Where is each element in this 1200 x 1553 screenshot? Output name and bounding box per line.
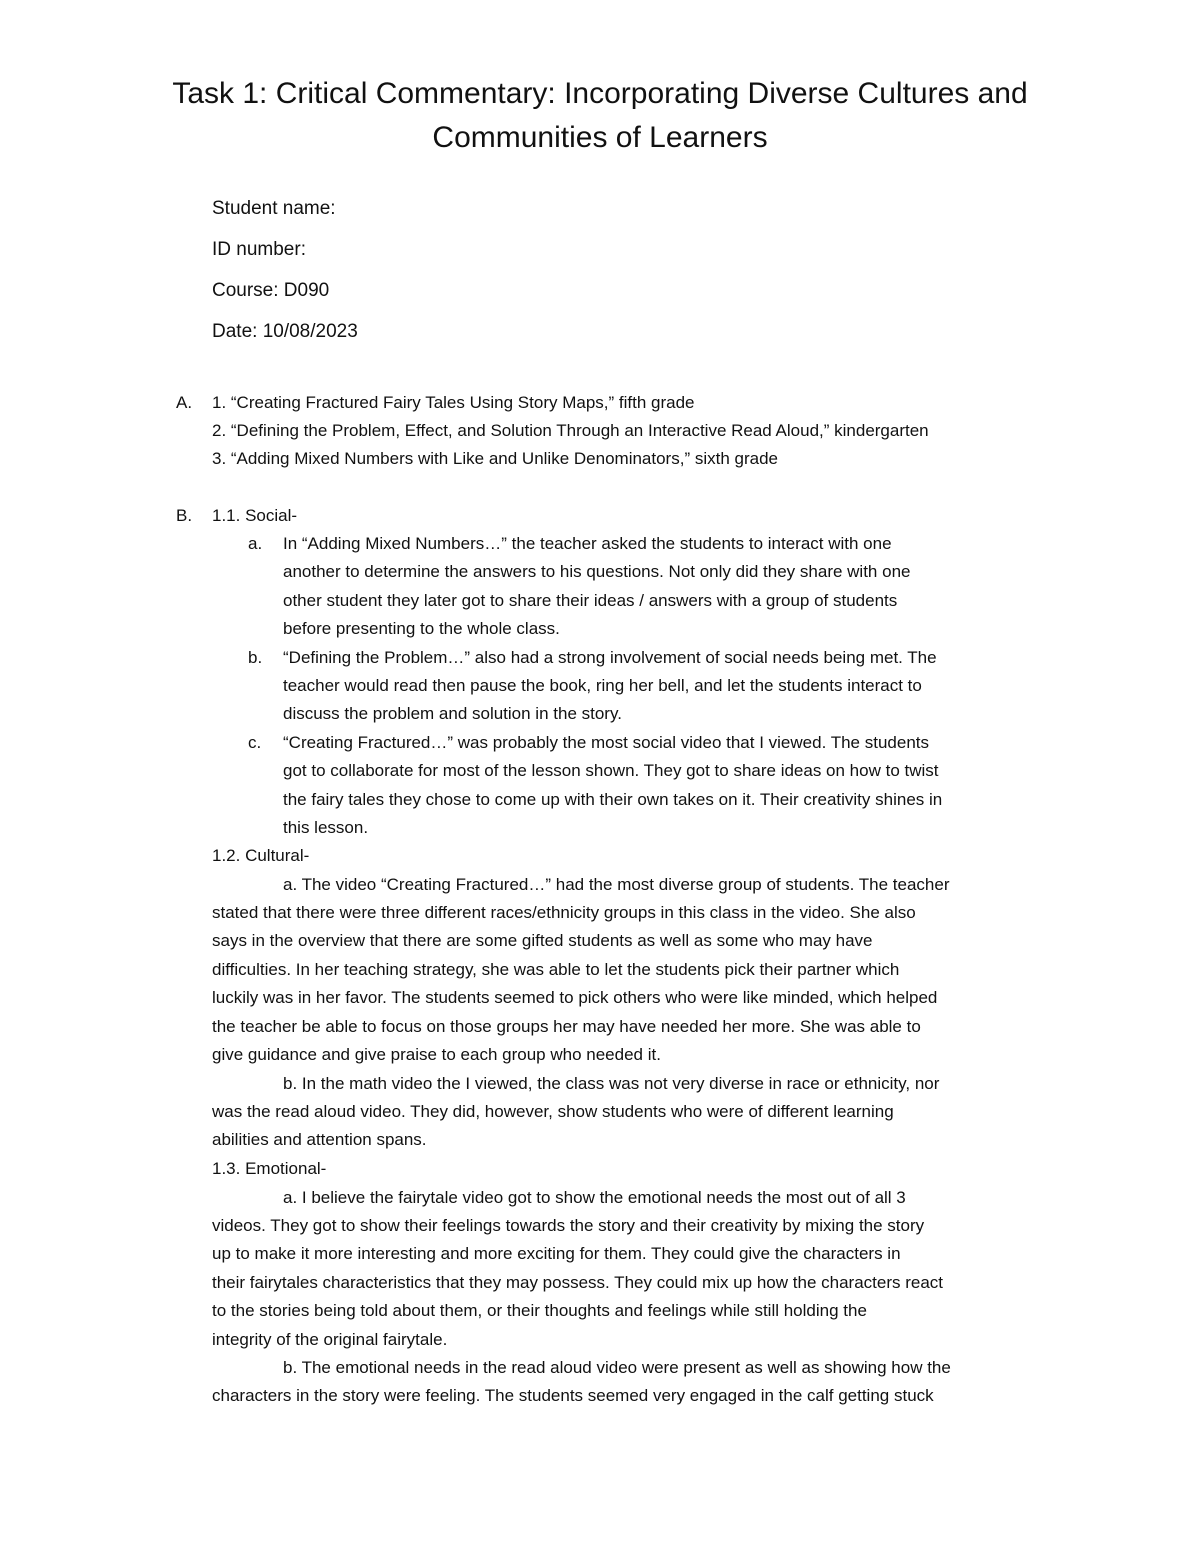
emotional-para-a-line: up to make it more interesting and more exciting for them. They could give the characters in <box>212 1244 901 1263</box>
social-item-c-marker: c. <box>248 733 262 752</box>
social-item-b-line: teacher would read then pause the book, ring her bell, and let the students interact to <box>283 676 922 695</box>
emotional-para-a-line: a. I believe the fairytale video got to show the emotional needs the most out of all 3 <box>283 1188 906 1207</box>
emotional-para-a-line: to the stories being told about them, or their thoughts and feelings while still holding the <box>212 1301 867 1320</box>
social-item-b-line: discuss the problem and solution in the story. <box>283 704 622 723</box>
document-title-line-1: Task 1: Critical Commentary: Incorporating Diverse Cultures and <box>172 77 1028 110</box>
course-label: Course: D090 <box>212 280 330 301</box>
social-item-a-line: In “Adding Mixed Numbers…” the teacher asked the students to interact with one <box>283 534 892 553</box>
cultural-para-b-line: abilities and attention spans. <box>212 1130 427 1149</box>
section-a-item: 3. “Adding Mixed Numbers with Like and Unlike Denominators,” sixth grade <box>212 449 778 468</box>
cultural-para-b-line: was the read aloud video. They did, however, show students who were of different learning <box>212 1102 894 1121</box>
section-a-item: 1. “Creating Fractured Fairy Tales Using Story Maps,” fifth grade <box>212 393 695 412</box>
emotional-para-a-line: their fairytales characteristics that they may possess. They could mix up how the characters react <box>212 1273 943 1292</box>
cultural-para-a-line: a. The video “Creating Fractured…” had the most diverse group of students. The teacher <box>283 875 950 894</box>
section-a-marker: A. <box>176 393 193 412</box>
social-item-a-line: other student they later got to share their ideas / answers with a group of students <box>283 591 898 610</box>
cultural-para-a-line: stated that there were three different races/ethnicity groups in this class in the video. She also <box>212 903 916 922</box>
student-name-label: Student name: <box>212 198 336 219</box>
cultural-para-a-line: difficulties. In her teaching strategy, she was able to let the students pick their partner which <box>212 960 900 979</box>
cultural-para-a-line: says in the overview that there are some gifted students as well as some who may have <box>212 931 873 950</box>
social-item-c-line: got to collaborate for most of the lesson shown. They got to share ideas on how to twist <box>283 761 939 780</box>
social-item-a-line: another to determine the answers to his questions. Not only did they share with one <box>283 562 911 581</box>
emotional-para-b-line: characters in the story were feeling. The students seemed very engaged in the calf getting stuck <box>212 1386 934 1405</box>
document-title-line-2: Communities of Learners <box>432 121 768 154</box>
emotional-para-a-line: integrity of the original fairytale. <box>212 1330 448 1349</box>
social-item-c-line: “Creating Fractured…” was probably the most social video that I viewed. The students <box>283 733 929 752</box>
emotional-para-a-line: videos. They got to show their feelings towards the story and their creativity by mixing the story <box>212 1216 925 1235</box>
cultural-para-a-line: the teacher be able to focus on those groups her may have needed her more. She was able to <box>212 1017 921 1036</box>
cultural-para-a-line: luckily was in her favor. The students seemed to pick others who were like minded, which helped <box>212 988 938 1007</box>
emotional-para-b-line: b. The emotional needs in the read aloud video were present as well as showing how the <box>283 1358 951 1377</box>
social-item-a-marker: a. <box>248 534 263 553</box>
id-number-label: ID number: <box>212 239 306 260</box>
cultural-para-a-line: give guidance and give praise to each group who needed it. <box>212 1045 661 1064</box>
social-item-c-line: this lesson. <box>283 818 369 837</box>
social-heading: 1.1. Social- <box>212 506 298 525</box>
cultural-para-b-line: b. In the math video the I viewed, the class was not very diverse in race or ethnicity, nor <box>283 1074 940 1093</box>
date-label: Date: 10/08/2023 <box>212 321 358 342</box>
section-a-item: 2. “Defining the Problem, Effect, and Solution Through an Interactive Read Aloud,” kindergarten <box>212 421 929 440</box>
social-item-c-line: the fairy tales they chose to come up with their own takes on it. Their creativity shines in <box>283 790 943 809</box>
section-b-marker: B. <box>176 506 193 525</box>
emotional-heading: 1.3. Emotional- <box>212 1159 327 1178</box>
cultural-heading: 1.2. Cultural- <box>212 846 310 865</box>
social-item-b-line: “Defining the Problem…” also had a strong involvement of social needs being met. The <box>283 648 937 667</box>
social-item-a-line: before presenting to the whole class. <box>283 619 560 638</box>
social-item-b-marker: b. <box>248 648 263 667</box>
